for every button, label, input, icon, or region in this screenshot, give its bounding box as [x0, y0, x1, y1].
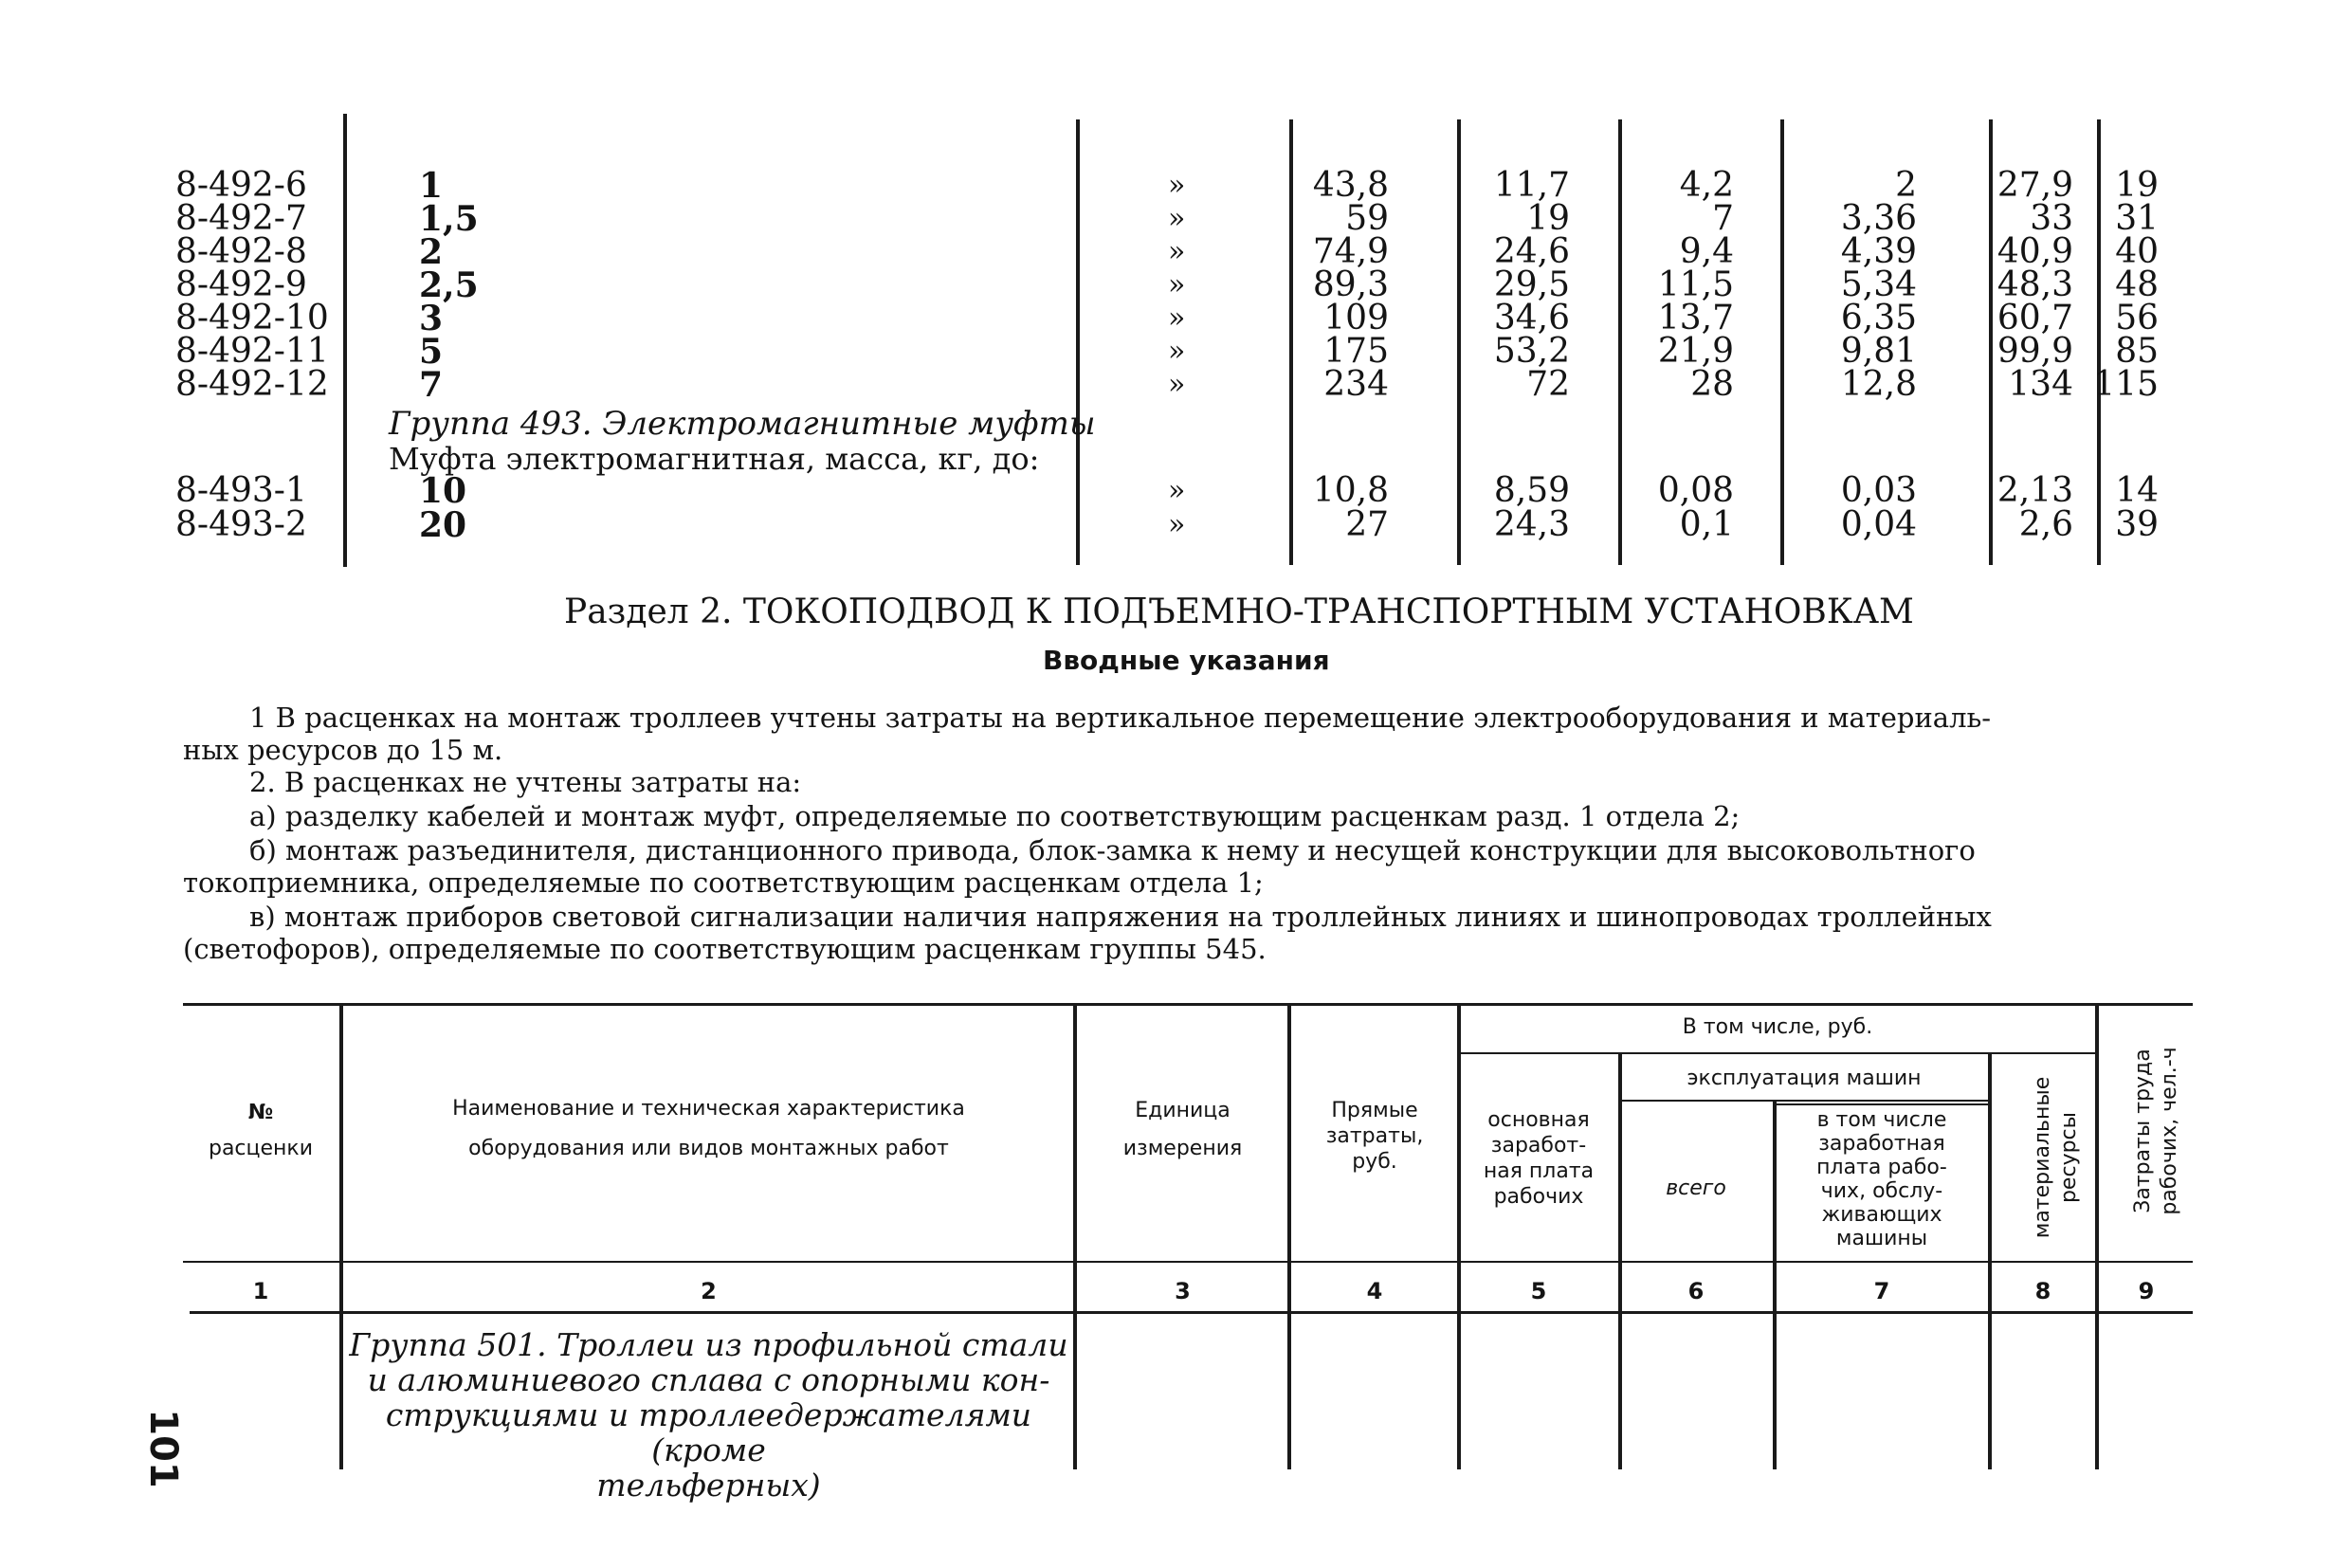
unit: » — [1168, 301, 1186, 335]
wages: 11,7 — [1493, 166, 1570, 205]
wages: 72 — [1526, 365, 1570, 404]
machines: 9,4 — [1679, 232, 1734, 271]
materials: 48,3 — [1996, 265, 2073, 304]
rule — [339, 1005, 343, 1469]
header-machines: эксплуатация машин — [1687, 1067, 1922, 1090]
materials: 33 — [2030, 199, 2073, 238]
labor: 39 — [2115, 505, 2159, 544]
wages: 34,6 — [1493, 299, 1570, 337]
col-number: 3 — [1175, 1278, 1191, 1304]
unit: » — [1168, 335, 1186, 368]
machine-wages: 9,81 — [1840, 332, 1917, 371]
code: 8-492-6 — [175, 166, 307, 205]
machines: 4,2 — [1679, 166, 1734, 205]
wages: 24,6 — [1493, 232, 1570, 271]
paragraph-1: 1 В расценках на монтаж троллеев учтены затраты на вертикальное перемещение электрооборудования и материаль- — [249, 702, 1992, 734]
direct-cost: 89,3 — [1312, 265, 1389, 304]
direct-cost: 175 — [1323, 332, 1389, 371]
code: 8-492-8 — [175, 232, 307, 271]
machine-wages: 2 — [1895, 166, 1917, 205]
unit: » — [1168, 169, 1186, 202]
table-row — [0, 471, 2352, 511]
group-493-title: Группа 493. Электромагнитные муфты — [389, 405, 1096, 443]
direct-cost: 109 — [1323, 299, 1389, 337]
header-col1: расценки — [208, 1137, 314, 1160]
labor: 48 — [2115, 265, 2159, 304]
header-col7-d: чих, обслу- — [1820, 1179, 1943, 1203]
group-493-subtitle: Муфта электромагнитная, масса, кг, до: — [389, 441, 1040, 477]
header-col8-a: материальные — [2031, 1076, 2054, 1239]
header-col4-b: затраты, — [1325, 1124, 1424, 1148]
wages: 19 — [1526, 199, 1570, 238]
qty: 5 — [419, 332, 444, 372]
col-number: 8 — [2034, 1278, 2051, 1304]
unit: » — [1168, 368, 1186, 401]
header-col1-num: № — [247, 1101, 274, 1124]
header-col7-b: заработная — [1818, 1132, 1945, 1156]
header-col9-b: рабочих, чел.-ч — [2158, 1047, 2181, 1215]
direct-cost: 74,9 — [1312, 232, 1389, 271]
col-number: 7 — [1873, 1278, 1890, 1304]
direct-cost: 43,8 — [1312, 166, 1389, 205]
machines: 0,08 — [1657, 471, 1734, 510]
unit: » — [1168, 474, 1186, 507]
col-number: 9 — [2138, 1278, 2155, 1304]
paragraph-b: б) монтаж разъединителя, дистанционного привода, блок-замка к нему и несущей конструкции для высоковольтного — [249, 834, 1976, 866]
group-501-line: Группа 501. Троллеи из профильной стали — [349, 1326, 1068, 1363]
labor: 40 — [2115, 232, 2159, 271]
machine-wages: 0,03 — [1840, 471, 1917, 510]
rule — [1618, 1054, 1622, 1469]
wages: 29,5 — [1493, 265, 1570, 304]
unit: » — [1168, 202, 1186, 235]
direct-cost: 234 — [1323, 365, 1389, 404]
paragraph-a: а) разделку кабелей и монтаж муфт, определяемые по соответствующим расценкам разд. 1 отдела 2; — [249, 800, 1741, 832]
header-col5-c: ная плата — [1483, 1159, 1595, 1183]
header-col4-a: Прямые — [1331, 1099, 1418, 1122]
table-row — [0, 365, 2352, 405]
header-col5-b: заработ- — [1490, 1134, 1587, 1158]
materials: 27,9 — [1996, 166, 2073, 205]
rule — [1073, 1005, 1077, 1469]
rule — [183, 1003, 2193, 1006]
col-number: 1 — [252, 1278, 269, 1304]
rule — [1621, 1100, 1991, 1102]
direct-cost: 59 — [1345, 199, 1389, 238]
qty: 3 — [419, 299, 444, 338]
machine-wages: 12,8 — [1840, 365, 1917, 404]
rule — [1457, 1005, 1461, 1469]
machine-wages: 5,34 — [1840, 265, 1917, 304]
qty: 1,5 — [419, 199, 479, 239]
header-col4-c: руб. — [1352, 1150, 1397, 1174]
unit: » — [1168, 508, 1186, 541]
header-col5-a: основная — [1487, 1108, 1590, 1132]
code: 8-492-7 — [175, 199, 307, 238]
page-number: 101 — [140, 1409, 185, 1488]
materials: 134 — [2008, 365, 2073, 404]
code: 8-492-11 — [175, 332, 329, 371]
header-col7-f: машины — [1835, 1227, 1928, 1250]
col-number: 5 — [1530, 1278, 1547, 1304]
header-col7-c: плата рабо- — [1816, 1156, 1947, 1179]
header-col9-a: Затраты труда — [2131, 1048, 2155, 1213]
machines: 0,1 — [1679, 505, 1734, 544]
paragraph-1-cont: ных ресурсов до 15 м. — [183, 734, 503, 766]
col-number: 6 — [1687, 1278, 1705, 1304]
header-col8 — [1992, 1054, 2094, 1261]
rule — [190, 1311, 2193, 1314]
materials: 60,7 — [1996, 299, 2073, 337]
machine-wages: 4,39 — [1840, 232, 1917, 271]
paragraph-c-cont: (светофоров), определяемые по соответствующим расценкам группы 545. — [183, 933, 1267, 965]
direct-cost: 27 — [1345, 505, 1389, 544]
rule — [1773, 1102, 1777, 1469]
code: 8-493-2 — [175, 505, 307, 544]
header-col5-d: рабочих — [1493, 1185, 1584, 1209]
section-title: Раздел 2. ТОКОПОДВОД К ПОДЪЕМНО-ТРАНСПОРТНЫМ УСТАНОВКАМ — [564, 593, 1914, 631]
qty: 2 — [419, 232, 444, 272]
qty: 2,5 — [419, 265, 479, 305]
header-col2-b: оборудования или видов монтажных работ — [468, 1137, 949, 1160]
machines: 7 — [1712, 199, 1734, 238]
group-501-line: и алюминиевого сплава с опорными кон- — [367, 1361, 1050, 1398]
wages: 8,59 — [1493, 471, 1570, 510]
wages: 24,3 — [1493, 505, 1570, 544]
header-incl: В том числе, руб. — [1682, 1015, 1873, 1039]
table-row — [0, 301, 2352, 336]
col-number: 2 — [701, 1278, 717, 1304]
col-number: 4 — [1366, 1278, 1383, 1304]
unit: » — [1168, 268, 1186, 301]
table-row — [0, 232, 2352, 272]
qty: 10 — [419, 471, 467, 511]
paragraph-b-cont: токоприемника, определяемые по соответствующим расценкам отдела 1; — [183, 866, 1264, 899]
table-row — [0, 166, 2352, 206]
code: 8-492-12 — [175, 365, 329, 404]
rule — [1773, 1103, 1991, 1105]
qty: 7 — [419, 365, 444, 405]
code: 8-493-1 — [175, 471, 307, 510]
header-col9 — [2099, 1007, 2194, 1261]
paragraph-2: 2. В расценках не учтены затраты на: — [249, 766, 802, 798]
qty: 1 — [419, 166, 444, 206]
header-col7-a: в том числе — [1816, 1108, 1947, 1132]
header-col8-b: ресурсы — [2057, 1111, 2081, 1204]
machine-wages: 6,35 — [1840, 299, 1917, 337]
direct-cost: 10,8 — [1312, 471, 1389, 510]
labor: 56 — [2115, 299, 2159, 337]
unit: » — [1168, 235, 1186, 268]
materials: 2,6 — [2018, 505, 2073, 544]
labor: 19 — [2115, 166, 2159, 205]
table-row — [0, 199, 2352, 239]
section-subtitle: Вводные указания — [1043, 645, 1330, 676]
machines: 28 — [1690, 365, 1734, 404]
materials: 2,13 — [1996, 471, 2073, 510]
machines: 11,5 — [1657, 265, 1734, 304]
code: 8-492-10 — [175, 299, 329, 337]
table-row — [0, 505, 2352, 545]
labor: 85 — [2115, 332, 2159, 371]
machines: 13,7 — [1657, 299, 1734, 337]
qty: 20 — [419, 505, 467, 545]
machine-wages: 0,04 — [1840, 505, 1917, 544]
rule — [183, 1261, 2193, 1263]
group-501-title — [346, 1327, 1071, 1503]
header-col2-a: Наименование и техническая характеристика — [452, 1097, 965, 1121]
code: 8-492-9 — [175, 265, 307, 304]
machine-wages: 3,36 — [1840, 199, 1917, 238]
header-col3-a: Единица — [1135, 1099, 1231, 1122]
labor: 31 — [2115, 199, 2159, 238]
header-col7-e: живающих — [1821, 1203, 1942, 1227]
labor: 14 — [2115, 471, 2159, 510]
header-col6: всего — [1666, 1176, 1726, 1200]
group-501-line: струкциями и троллеедержателями (кроме — [385, 1396, 1032, 1468]
header-col3-b: измерения — [1122, 1137, 1243, 1160]
materials: 40,9 — [1996, 232, 2073, 271]
rule — [1287, 1005, 1291, 1469]
paragraph-c: в) монтаж приборов световой сигнализации наличия напряжения на троллейных линиях и шинопроводах троллейных — [249, 901, 1992, 933]
table-row — [0, 332, 2352, 372]
wages: 53,2 — [1493, 332, 1570, 371]
group-501-line: тельферных) — [596, 1467, 821, 1504]
table-row — [0, 265, 2352, 305]
materials: 99,9 — [1996, 332, 2073, 371]
labor: 115 — [2093, 365, 2159, 404]
machines: 21,9 — [1657, 332, 1734, 371]
